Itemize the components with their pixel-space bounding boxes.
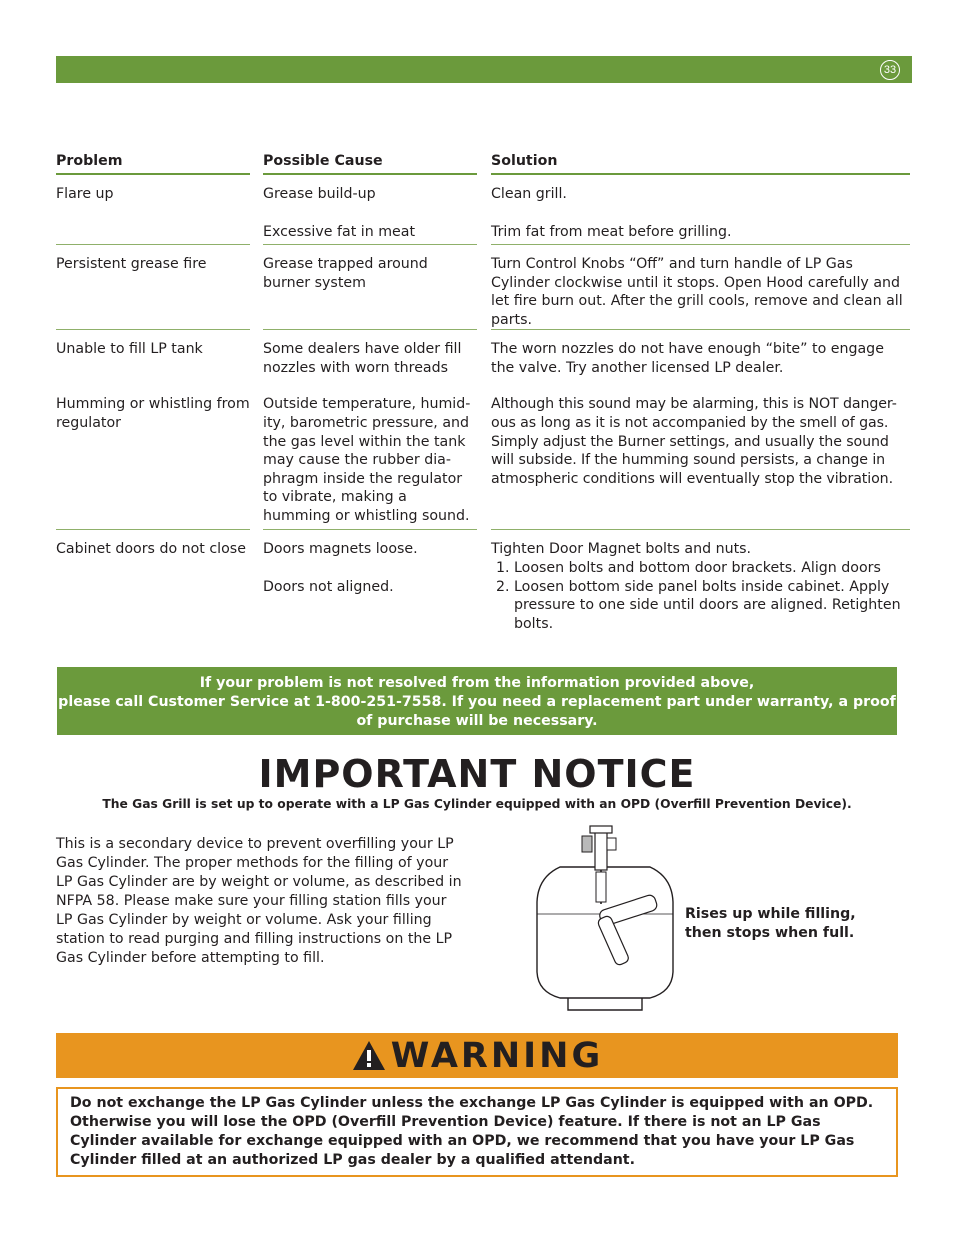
header-bar [56, 56, 912, 83]
solution-cell: The worn nozzles do not have enough “bite” to engage the valve. Try another licensed LP dealer. [491, 329, 910, 385]
solution-cell [491, 529, 910, 633]
table-row [56, 175, 910, 244]
lp-cylinder-opd-diagram [530, 822, 680, 1012]
cause-text: Excessive fat in meat [263, 223, 416, 240]
cause-cell: Outside temperature, humid-ity, barometric pressure, and the gas level within the tank may cause the rubber dia-phragm inside the regulator to vibrate, making a humming or whistling sound. [263, 396, 471, 524]
solution-steps [491, 559, 910, 633]
cause-cell [263, 175, 477, 244]
warning-banner [56, 1033, 898, 1078]
header-problem: Problem [56, 152, 250, 175]
solution-cell [491, 175, 910, 244]
solution-text: Trim fat from meat before grilling. [491, 223, 732, 240]
cause-text: Doors not aligned. [263, 578, 394, 595]
troubleshooting-table [56, 152, 910, 633]
cause-cell: Some dealers have older fill nozzles with worn threads [263, 329, 477, 385]
solution-cell: Turn Control Knobs “Off” and turn handle of LP Gas Cylinder clockwise until it stops. Open Hood carefully and let fire burn out. After the grill cools, remove and clean all parts. [491, 244, 910, 329]
table-row [56, 529, 910, 633]
diagram-label: Rises up while filling, then stops when full. [685, 906, 856, 941]
customer-service-callout [57, 667, 897, 735]
table-row [56, 329, 910, 385]
table-row [56, 385, 910, 529]
notice-body: This is a secondary device to prevent overfilling your LP Gas Cylinder. The proper methods for the filling of your LP Gas Cylinder are by weight or volume, as described in NFPA 58. Please make sure your filling station fills your LP Gas Cylinder by weight or volume. Ask your filling station to read purging and filling instructions on the LP Gas Cylinder before attempting to fill. [56, 836, 462, 966]
solution-step: 2. Loosen bottom side panel bolts inside cabinet. Apply pressure to one side until doors are aligned. Retighten bolts. [514, 578, 910, 634]
solution-cell: Although this sound may be alarming, this is NOT danger-ous as long as it is not accompanied by the smell of gas. Simply adjust the Burner settings, and usually the sound will subside. If the humming sound persists, a change in atmospheric conditions will eventually stop the vibration. [491, 396, 897, 487]
important-notice-title: IMPORTANT NOTICE [258, 752, 696, 796]
table-header [56, 152, 910, 175]
important-notice-subtitle: The Gas Grill is set up to operate with a LP Gas Cylinder equipped with an OPD (Overfill Prevention Device). [102, 797, 852, 811]
table-row [56, 244, 910, 329]
callout-line: please call Customer Service at 1-800-251-7558. If you need a replacement part under warranty, a proof of purchase will be necessary. [58, 693, 896, 729]
warning-text-box [56, 1087, 898, 1177]
problem-cell: Flare up [56, 186, 114, 202]
problem-cell: Persistent grease fire [56, 244, 250, 319]
problem-cell: Cabinet doors do not close [56, 529, 250, 633]
header-solution: Solution [491, 152, 910, 175]
callout-line: If your problem is not resolved from the information provided above, [199, 675, 755, 691]
warning-title: WARNING [390, 1035, 604, 1076]
warning-triangle-icon [351, 1038, 387, 1074]
solution-text: Tighten Door Magnet bolts and nuts. [491, 541, 752, 558]
solution-text: Clean grill. [491, 186, 567, 202]
cause-cell: Grease trapped around burner system [263, 244, 477, 329]
header-cause: Possible Cause [263, 152, 477, 175]
cause-text: Doors magnets loose. [263, 541, 418, 558]
problem-cell: Humming or whistling from regulator [56, 396, 250, 431]
solution-step: 1. Loosen bolts and bottom door brackets. Align doors [514, 559, 910, 578]
problem-cell: Unable to fill LP tank [56, 329, 250, 385]
warning-text: Do not exchange the LP Gas Cylinder unless the exchange LP Gas Cylinder is equipped with an OPD. Otherwise you will lose the OPD (Overfill Prevention Device) feature. If there is not an LP Gas Cylinder available for exchange equipped with an OPD, we recommend that you have your LP Gas Cylinder filled at an authorized LP gas dealer by a qualified attendant. [70, 1095, 874, 1168]
cause-cell [263, 529, 477, 633]
cause-text: Grease build-up [263, 186, 376, 202]
page-number: 33 [880, 60, 900, 80]
